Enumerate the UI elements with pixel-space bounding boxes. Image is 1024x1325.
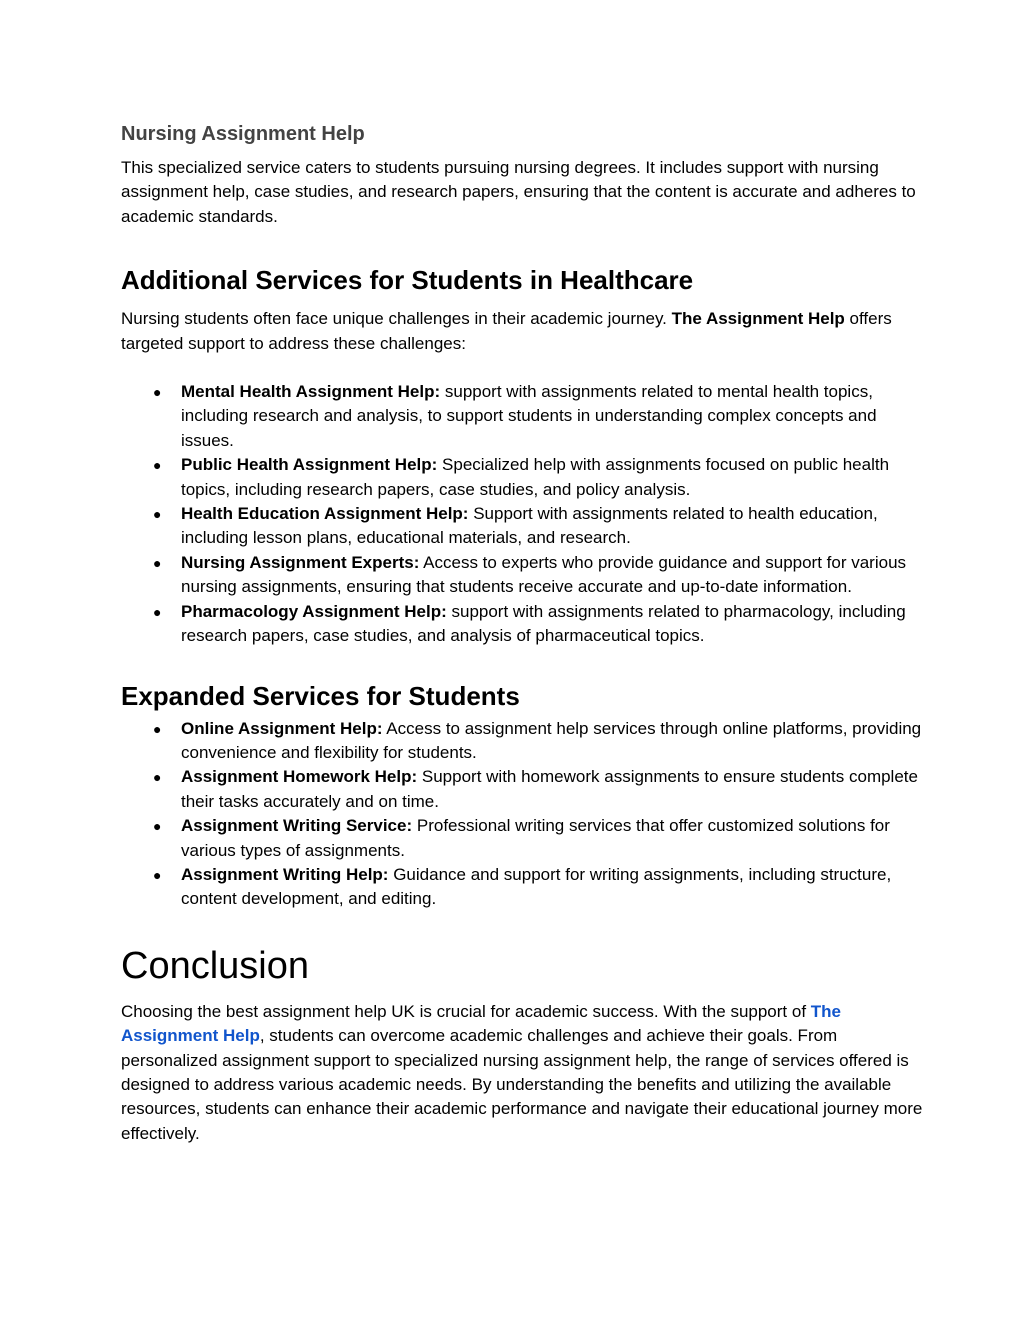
healthcare-heading: Additional Services for Students in Healthcare bbox=[121, 265, 694, 296]
list-item-text: support with assignments related to mental health topics, including research and analysis, to support students in understanding complex concepts and issues. bbox=[181, 382, 877, 450]
healthcare-intro-brand: The Assignment Help bbox=[671, 309, 845, 329]
conclusion-heading: Conclusion bbox=[121, 944, 309, 987]
list-item bbox=[121, 502, 924, 551]
healthcare-intro-after: offers targeted support to address these challenges: bbox=[121, 309, 892, 353]
bullet-icon: ● bbox=[153, 720, 162, 737]
list-item bbox=[121, 814, 924, 863]
expanded-services-list bbox=[121, 717, 924, 912]
list-item bbox=[121, 863, 924, 912]
bullet-icon: ● bbox=[153, 554, 162, 571]
bullet-icon: ● bbox=[153, 384, 162, 401]
list-item-title: Assignment Homework Help: bbox=[181, 767, 418, 787]
list-item-title: Public Health Assignment Help: bbox=[181, 455, 438, 475]
list-item-text: Access to assignment help services through online platforms, providing convenience and flexibility for students. bbox=[181, 718, 922, 762]
list-item-text: Specialized help with assignments focused on public health topics, including research papers, case studies, and policy analysis. bbox=[181, 455, 890, 499]
list-item-title: Online Assignment Help: bbox=[181, 718, 383, 738]
list-item-text: Support with homework assignments to ensure students complete their tasks accurately and on time. bbox=[181, 767, 918, 811]
healthcare-intro bbox=[121, 307, 924, 356]
list-item bbox=[121, 765, 924, 814]
bullet-icon: ● bbox=[153, 603, 162, 620]
list-item bbox=[121, 551, 924, 600]
list-item bbox=[121, 600, 924, 649]
bullet-icon: ● bbox=[153, 457, 162, 474]
list-item-text: Support with assignments related to health education, including lesson plans, educational materials, and research. bbox=[181, 504, 878, 548]
nursing-heading: Nursing Assignment Help bbox=[121, 123, 365, 145]
list-item bbox=[121, 380, 924, 453]
expanded-heading: Expanded Services for Students bbox=[121, 680, 520, 711]
conclusion-text-before: Choosing the best assignment help UK is crucial for academic success. With the support of bbox=[121, 1001, 811, 1021]
list-item bbox=[121, 453, 924, 502]
list-item-title: Health Education Assignment Help: bbox=[181, 504, 469, 524]
list-item-title: Assignment Writing Help: bbox=[181, 864, 389, 884]
bullet-icon: ● bbox=[153, 866, 162, 883]
list-item-text: Access to experts who provide guidance and support for various nursing assignments, ensuring that students receive accurate and up-to-date information. bbox=[181, 552, 907, 597]
list-item bbox=[121, 717, 924, 766]
list-item-title: Assignment Writing Service: bbox=[181, 816, 413, 836]
nursing-paragraph: This specialized service caters to students pursuing nursing degrees. It includes support with nursing assignment help, case studies, and research papers, ensuring that the content is accurate and adheres to academic standards. bbox=[121, 158, 916, 226]
bullet-icon: ● bbox=[153, 818, 162, 835]
list-item-text: support with assignments related to pharmacology, including research papers, case studies, and analysis of pharmaceutical topics. bbox=[181, 601, 906, 646]
bullet-icon: ● bbox=[153, 506, 162, 523]
list-item-text: Guidance and support for writing assignments, including structure, content development, and editing. bbox=[181, 864, 892, 909]
list-item-text: Professional writing services that offer customized solutions for various types of assignments. bbox=[181, 816, 890, 860]
list-item-title: Pharmacology Assignment Help: bbox=[181, 601, 447, 621]
bullet-icon: ● bbox=[153, 769, 162, 786]
healthcare-intro-before: Nursing students often face unique challenges in their academic journey. bbox=[121, 309, 672, 329]
healthcare-services-list bbox=[121, 380, 924, 648]
conclusion-paragraph bbox=[121, 1000, 924, 1146]
conclusion-text-after: , students can overcome academic challenges and achieve their goals. From personalized assignment support to specialized nursing assignment help, the range of services offered is designed to address various academic needs. By understanding the benefits and utilizing the available resources, students can enhance their academic performance and navigate their educational journey more effectively. bbox=[121, 1026, 923, 1143]
list-item-title: Nursing Assignment Experts: bbox=[181, 552, 420, 572]
list-item-title: Mental Health Assignment Help: bbox=[181, 382, 441, 402]
the-assignment-help-link[interactable]: The Assignment Help bbox=[121, 1001, 842, 1046]
